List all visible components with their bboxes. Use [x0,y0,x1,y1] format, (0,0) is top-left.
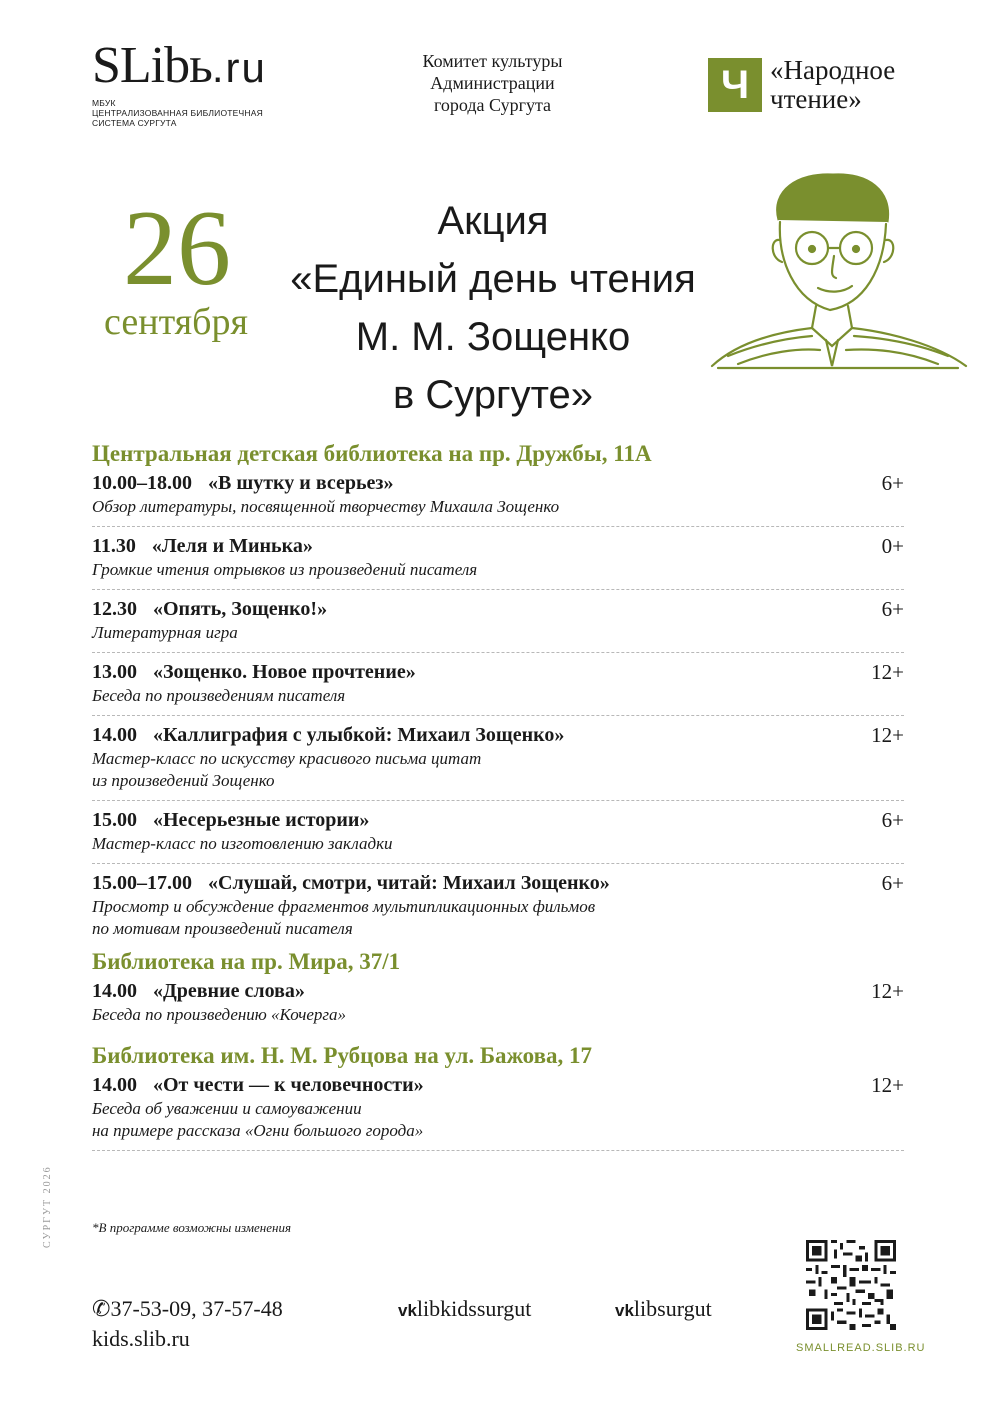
event-schedule [92,440,904,1151]
contacts [92,1294,283,1354]
event-time: 14.00 [92,980,137,1002]
event-row [92,468,904,527]
event-description: Мастер-класс по изготовлению закладки [92,834,393,853]
vk-link-libkidssurgut[interactable]: vklibkidssurgut [398,1296,532,1321]
event-title: «Несерьезные истории» [153,809,370,831]
event-description: Мастер-класс по искусству красивого письма цитат [92,749,482,768]
event-row [92,976,904,1034]
age-rating: 12+ [871,660,904,684]
event-title: «От чести — к человечности» [153,1074,424,1096]
slib-logo [92,37,272,128]
event-time: 12.30 [92,598,137,620]
event-description: Просмотр и обсуждение фрагментов мультипликационных фильмов [92,897,596,916]
qr-code[interactable] [806,1240,896,1330]
age-rating: 12+ [871,1073,904,1097]
age-rating: 6+ [881,597,904,621]
event-description: Литературная игра [92,623,238,642]
event-row [92,527,904,590]
age-rating: 6+ [881,471,904,495]
event-row [92,801,904,864]
event-title: «Леля и Минька» [151,535,313,557]
event-description: Беседа об уважении и самоуважении [92,1099,362,1118]
vk-link-libsurgut[interactable]: vklibsurgut [615,1296,712,1321]
event-row [92,1070,904,1151]
event-month: сентября [104,301,248,343]
event-time: 14.00 [92,724,137,746]
venue-heading: Библиотека на пр. Мира, 37/1 [92,949,401,974]
event-description: Громкие чтения отрывков из произведений писателя [92,560,478,579]
website-link[interactable]: kids.slib.ru [92,1326,190,1351]
age-rating: 6+ [881,871,904,895]
changes-note: *В программе возможны изменения [92,1220,292,1235]
phone-icon: ✆ [92,1296,111,1321]
committee-name: Комитет культуры Администрации города Сургута [422,51,563,115]
event-time: 14.00 [92,1074,137,1096]
event-row [92,590,904,653]
event-row [92,716,904,801]
event-title: «Опять, Зощенко!» [153,598,328,620]
event-title: «Каллиграфия с улыбкой: Михаил Зощенко» [153,724,565,746]
event-description: Беседа по произведениям писателя [92,686,346,705]
age-rating: 12+ [871,979,904,1003]
vk-icon: vk [615,1301,634,1320]
venue-heading: Библиотека им. Н. М. Рубцова на ул. Бажова, 17 [92,1043,593,1068]
event-time: 10.00–18.00 [92,472,192,494]
event-description: по мотивам произведений писателя [92,919,353,938]
event-title: «В шутку и всерьез» [208,472,394,494]
zoshchenko-portrait-illustration [708,160,970,372]
event-row [92,653,904,716]
phone-numbers: 37-53-09, 37-57-48 [110,1296,283,1321]
event-description: из произведений Зощенко [92,771,275,790]
age-rating: 0+ [881,534,904,558]
slib-logo-mark: SLibь.ru [92,37,267,94]
page-title: Акция «Единый день чтения М. М. Зощенко в Сургуте» [290,199,696,417]
narodnoe-chtenie-logo-icon: Ч [708,58,762,112]
event-title: «Слушай, смотри, читай: Михаил Зощенко» [208,872,610,894]
event-day: 26 [123,189,231,308]
event-time: 13.00 [92,661,137,683]
event-description: Беседа по произведению «Кочерга» [92,1005,347,1024]
event-title: «Древние слова» [153,980,305,1002]
age-rating: 6+ [881,808,904,832]
venue-heading: Центральная детская библиотека на пр. Дружбы, 11А [92,441,652,466]
slib-logo-subtitle: МБУК ЦЕНТРАЛИЗОВАННАЯ БИБЛИОТЕЧНАЯ СИСТЕМА СУРГУТА [92,98,263,128]
event-time: 15.00–17.00 [92,872,192,894]
age-rating: 12+ [871,723,904,747]
event-title: «Зощенко. Новое прочтение» [153,661,416,683]
event-time: 15.00 [92,809,137,831]
vertical-imprint: СУРГУТ 2026 [42,1165,53,1248]
narodnoe-chtenie-title: «Народное чтение» [770,55,896,114]
vk-icon: vk [398,1301,417,1320]
event-row [92,864,904,948]
event-description: Обзор литературы, посвященной творчеству Михаила Зощенко [92,497,560,516]
qr-caption: SMALLREAD.SLIB.RU [796,1342,926,1354]
event-description: на примере рассказа «Огни большого города» [92,1121,424,1140]
event-time: 11.30 [92,535,136,557]
